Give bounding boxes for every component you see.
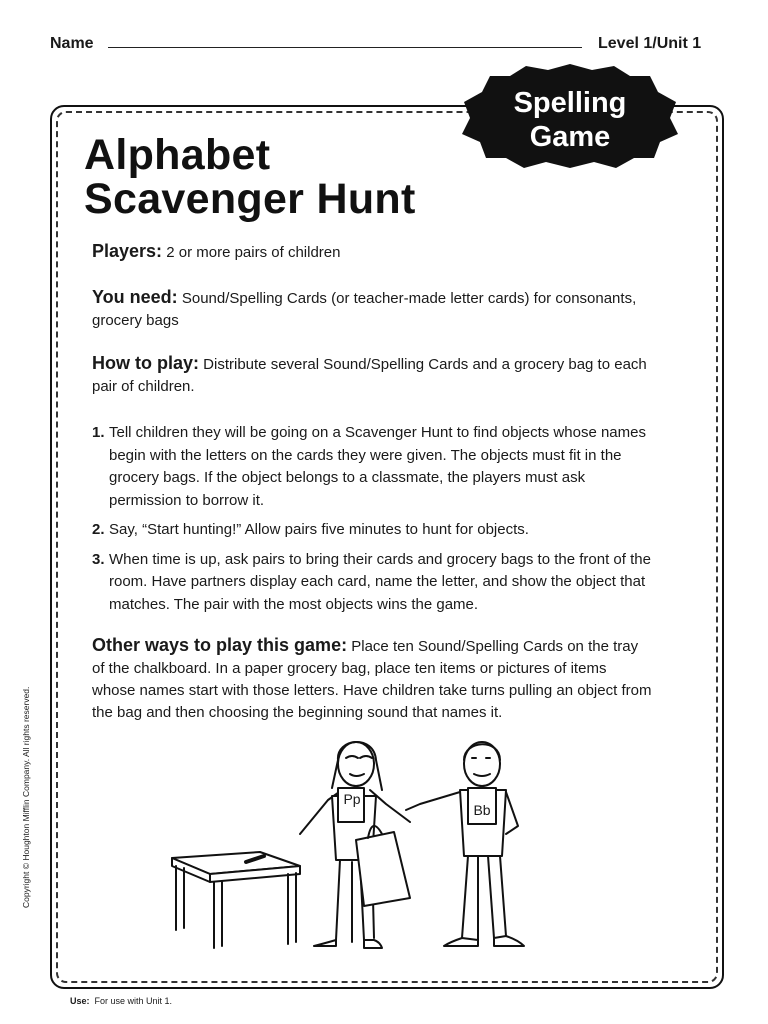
list-item: 2. Say, “Start hunting!” Allow pairs five minutes to hunt for objects.	[92, 521, 529, 538]
girl-figure	[300, 742, 410, 948]
you-need-section: You need: Sound/Spelling Cards (or teacher-made letter cards) for consonants, grocery bags	[92, 287, 637, 329]
other-ways-section: Other ways to play this game: Place ten Sound/Spelling Cards on the tray of the chalkboard. In a paper grocery bag, place ten items or pictures of items whose names start with those letters. Have children take turns pulling an object from the bag and then choosing the beginning sound that names it.	[92, 635, 652, 721]
how-to-play-section: How to play: Distribute several Sound/Spelling Cards and a grocery bag to each pair of children.	[92, 353, 647, 395]
steps-list	[92, 422, 652, 623]
name-line[interactable]	[108, 47, 582, 48]
children-illustration	[160, 730, 540, 960]
card-letter-bb: Bb	[473, 802, 491, 818]
spelling-game-badge: Spelling Game	[513, 87, 627, 153]
copyright-notice: Copyright © Houghton Mifflin Company. All rights reserved.	[21, 686, 31, 908]
page-title: Alphabet Scavenger Hunt	[84, 131, 416, 223]
boy-figure	[406, 742, 524, 946]
level-label: Level 1/Unit 1	[598, 35, 702, 52]
list-item: 1. Tell children they will be going on a Scavenger Hunt to find objects whose names begin with the letters on the cards they were given. The objects must fit in the grocery bags. If the object belongs to a classmate, the players must ask permission to borrow it.	[92, 424, 646, 509]
footer-note: Use: For use with Unit 1.	[70, 996, 173, 1006]
list-item: 3. When time is up, ask pairs to bring their cards and grocery bags to the front of the room. Have partners display each card, name the letter, and show the object that matches. The pair with the most objects wins the game.	[92, 550, 651, 613]
table-icon	[172, 852, 300, 948]
players-section: Players: 2 or more pairs of children	[92, 241, 341, 261]
card-letter-pp: Pp	[343, 791, 361, 807]
name-label: Name	[50, 35, 94, 52]
